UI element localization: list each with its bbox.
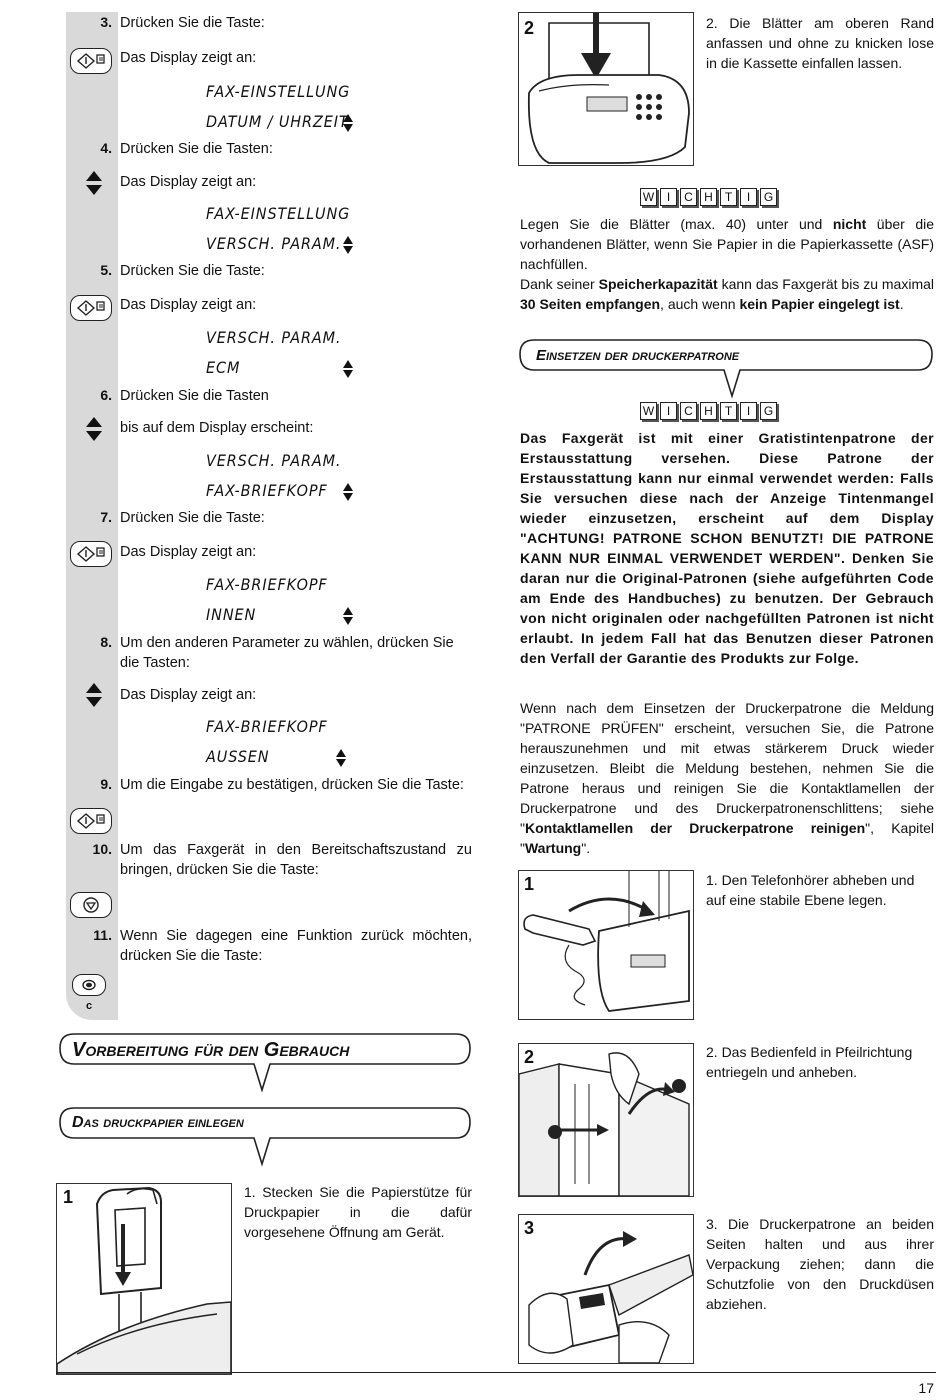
text-run: , auch wenn [660, 296, 740, 312]
step-number: 9. [100, 776, 112, 792]
up-down-arrow-icon [342, 235, 354, 255]
set-key-icon [70, 541, 112, 567]
text-run: Wenn nach dem Einsetzen der Druckerpatrone die Meldung "PATRONE PRÜFEN" erscheint, versuchen Sie, die Patrone herauszunehmen und mit etwas stärkerem Druck wieder einzusetzen. Bleibt die Meldung bestehen, nehmen Sie die Patrone heraus und reinigen Sie die Kontaktlamellen der Druckerpatrone und des Druckerpatronenschlittens; siehe " [520, 700, 934, 836]
lcd-line: FAX-BRIEFKOPF [206, 575, 328, 594]
figure-open-panel [518, 1043, 694, 1197]
display-shows-text: Das Display zeigt an: [120, 687, 257, 703]
clear-key-icon [72, 974, 106, 996]
up-down-arrow-icon [342, 113, 354, 133]
text-run: ", Kapitel " [520, 820, 934, 856]
step-number: 3. [100, 14, 112, 30]
figure-number: 1 [524, 874, 535, 894]
display-shows-text: Das Display zeigt an: [120, 50, 257, 66]
set-key-icon [70, 48, 112, 74]
figure-caption: 2. Das Bedienfeld in Pfeilrichtung entriegeln und anheben. [706, 1044, 913, 1080]
wichtig-letter: I [740, 402, 757, 420]
display-shows-text: Das Display zeigt an: [120, 544, 257, 560]
wichtig-label [640, 402, 777, 420]
subsection-title: Das druckpapier einlegen [72, 1114, 244, 1131]
stop-key-icon [70, 892, 112, 918]
section-title: Einsetzen der druckerpatrone [536, 347, 740, 364]
wichtig-label [640, 188, 777, 206]
wichtig-letter: C [680, 188, 697, 206]
figure-number: 3 [524, 1218, 535, 1238]
cartridge-warning-paragraph: Das Faxgerät ist mit einer Gratistintenpatrone der Erstausstattung versehen. Diese Patrone der Erstausstattung kann nur einmal verwendet werden: Falls Sie versuchen diese nach der Anzeige Tintenmangel wieder einzusetzen, erscheint auf dem Display "ACHTUNG! PATRONE SCHON BENUTZT! DIE PATRONE KANN NUR EINMAL VERWENDET WERDEN". Denken Sie daran nur die Original-Patronen (siehe aufgeführten Code am Ende des Handbuches) zu benutzen. Der Gebrauch von nicht originalen oder nachgefüllten Patronen ist nicht erlaubt. In jedem Fall hat das Benutzen dieser Patronen den Verfall der Garantie des Produkts zur Folge. [520, 430, 934, 666]
step-text: Um den anderen Parameter zu wählen, drücken Sie die Tasten: [120, 635, 454, 671]
footer-rule [56, 1372, 936, 1373]
display-shows-text: Das Display zeigt an: [120, 174, 257, 190]
step-text: Wenn Sie dagegen eine Funktion zurück möchten, drücken Sie die Taste: [120, 928, 472, 964]
figure-remove-cartridge [518, 1214, 694, 1364]
step-number: 11. [93, 927, 112, 943]
lcd-line: INNEN [206, 605, 257, 624]
wichtig-letter: W [640, 188, 657, 206]
paragraph-memory [520, 274, 934, 314]
wichtig-letter: I [660, 402, 677, 420]
up-down-keys-icon [85, 170, 103, 196]
step-number: 4. [100, 140, 112, 156]
text-run: Legen Sie die Blätter (max. 40) unter und [520, 216, 833, 232]
text-run: kann das Faxgerät bis zu maximal [717, 276, 934, 292]
up-down-keys-icon [85, 416, 103, 442]
wichtig-letter: T [720, 188, 737, 206]
display-shows-text: bis auf dem Display erscheint: [120, 420, 314, 436]
step-text: Drücken Sie die Tasten: [120, 141, 273, 157]
text-run-bold: nicht [832, 216, 867, 232]
set-key-icon [70, 295, 112, 321]
paragraph-check-cartridge [520, 698, 934, 858]
wichtig-letter: G [760, 188, 777, 206]
lcd-line: VERSCH. PARAM. [206, 451, 342, 470]
step-text: Drücken Sie die Taste: [120, 510, 265, 526]
lcd-line: FAX-BRIEFKOPF [206, 717, 328, 736]
page-number: 17 [918, 1380, 934, 1396]
step-text: Um das Faxgerät in den Bereitschaftszustand zu bringen, drücken Sie die Taste: [120, 842, 472, 878]
figure-caption: 2. Die Blätter am oberen Rand anfassen und ohne zu knicken lose in die Kassette einfallen lassen. [706, 15, 934, 71]
step-number: 7. [100, 509, 112, 525]
section-title: Vorbereitung für den Gebrauch [72, 1039, 350, 1061]
step-number: 5. [100, 262, 112, 278]
text-run-bold: Speicherkapazität [598, 276, 718, 292]
wichtig-letter: H [700, 402, 717, 420]
lcd-line: VERSCH. PARAM. [206, 234, 342, 253]
wichtig-letter: C [680, 402, 697, 420]
step-number: 10. [92, 841, 112, 857]
figure-paper-support [56, 1183, 232, 1375]
text-run-bold: 30 Seiten empfangen [520, 296, 661, 312]
paragraph-paper-refill [520, 214, 934, 274]
figure-caption: 3. Die Druckerpatrone an beiden Seiten halten und aus ihrer Verpackung ziehen; dann die Schutzfolie von den Druckdüsen abziehen. [706, 1216, 934, 1312]
text-run-bold: Wartung [524, 840, 582, 856]
up-down-arrow-icon [342, 482, 354, 502]
figure-paper-loading [518, 12, 694, 166]
up-down-arrow-icon [342, 359, 354, 379]
step-text: Drücken Sie die Tasten [120, 388, 269, 404]
wichtig-letter: W [640, 402, 657, 420]
wichtig-letter: G [760, 402, 777, 420]
text-run: ". [581, 840, 591, 856]
step-text: Drücken Sie die Taste: [120, 15, 265, 31]
figure-number: 2 [524, 18, 535, 38]
clear-key-label: c [86, 1000, 93, 1012]
up-down-arrow-icon [342, 606, 354, 626]
figure-number: 2 [524, 1047, 535, 1067]
up-down-arrow-icon [335, 748, 347, 768]
step-text: Um die Eingabe zu bestätigen, drücken Sie die Taste: [120, 777, 464, 793]
set-key-icon [70, 808, 112, 834]
text-run: . [899, 296, 904, 312]
wichtig-letter: I [740, 188, 757, 206]
figure-caption: 1. Stecken Sie die Papierstütze für Druckpapier in die dafür vorgesehene Öffnung am Gerät. [244, 1184, 472, 1240]
wichtig-letter: H [700, 188, 717, 206]
lcd-line: FAX-BRIEFKOPF [206, 481, 328, 500]
display-shows-text: Das Display zeigt an: [120, 297, 257, 313]
lcd-line: AUSSEN [206, 747, 270, 766]
text-run: Dank seiner [520, 276, 599, 292]
text-run-bold: kein Papier eingelegt ist [739, 296, 900, 312]
figure-caption: 1. Den Telefonhörer abheben und auf eine stabile Ebene legen. [706, 872, 915, 908]
lcd-line: DATUM / UHRZEIT [206, 112, 349, 131]
step-number: 8. [100, 634, 112, 650]
step-number: 6. [100, 387, 112, 403]
lcd-line: ECM [206, 358, 241, 377]
lcd-line: FAX-EINSTELLUNG [206, 82, 351, 101]
step-text: Drücken Sie die Taste: [120, 263, 265, 279]
text-run: über die vorhandenen Blätter, wenn Sie Papier in die Papierkassette (ASF) nachfüllen. [520, 216, 935, 272]
wichtig-letter: T [720, 402, 737, 420]
up-down-keys-icon [85, 682, 103, 708]
lcd-line: VERSCH. PARAM. [206, 328, 342, 347]
figure-number: 1 [63, 1187, 74, 1207]
text-run-bold: Kontaktlamellen der Druckerpatrone reinigen [524, 820, 866, 836]
figure-lift-handset [518, 870, 694, 1020]
lcd-line: FAX-EINSTELLUNG [206, 204, 351, 223]
wichtig-letter: I [660, 188, 677, 206]
